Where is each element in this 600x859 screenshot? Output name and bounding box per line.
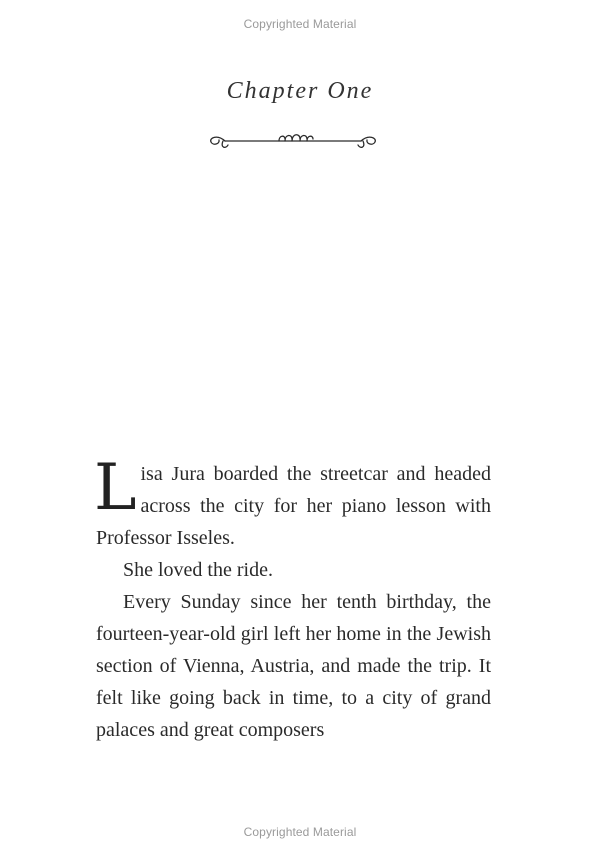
copyright-watermark-bottom: Copyrighted Material bbox=[243, 825, 357, 839]
chapter-title: Chapter One bbox=[226, 78, 374, 104]
drop-cap: L bbox=[94, 451, 137, 525]
paragraph-1 bbox=[94, 451, 491, 554]
copyright-watermark-top: Copyrighted Material bbox=[243, 17, 357, 31]
paragraph-3: Every Sunday since her tenth birthday, the fourteen-year-old girl left her home in the Jewish section of Vienna, Austria, and made the trip. It felt like going back in time, to a city of grand palaces and great composers bbox=[96, 591, 491, 741]
paragraph-1-text: isa Jura boarded the streetcar and headed across the city for her piano lesson with Professor Isseles. bbox=[96, 463, 491, 549]
paragraph-2: She loved the ride. bbox=[123, 559, 273, 581]
flourish-divider-icon bbox=[207, 129, 379, 151]
body-text bbox=[94, 451, 491, 746]
